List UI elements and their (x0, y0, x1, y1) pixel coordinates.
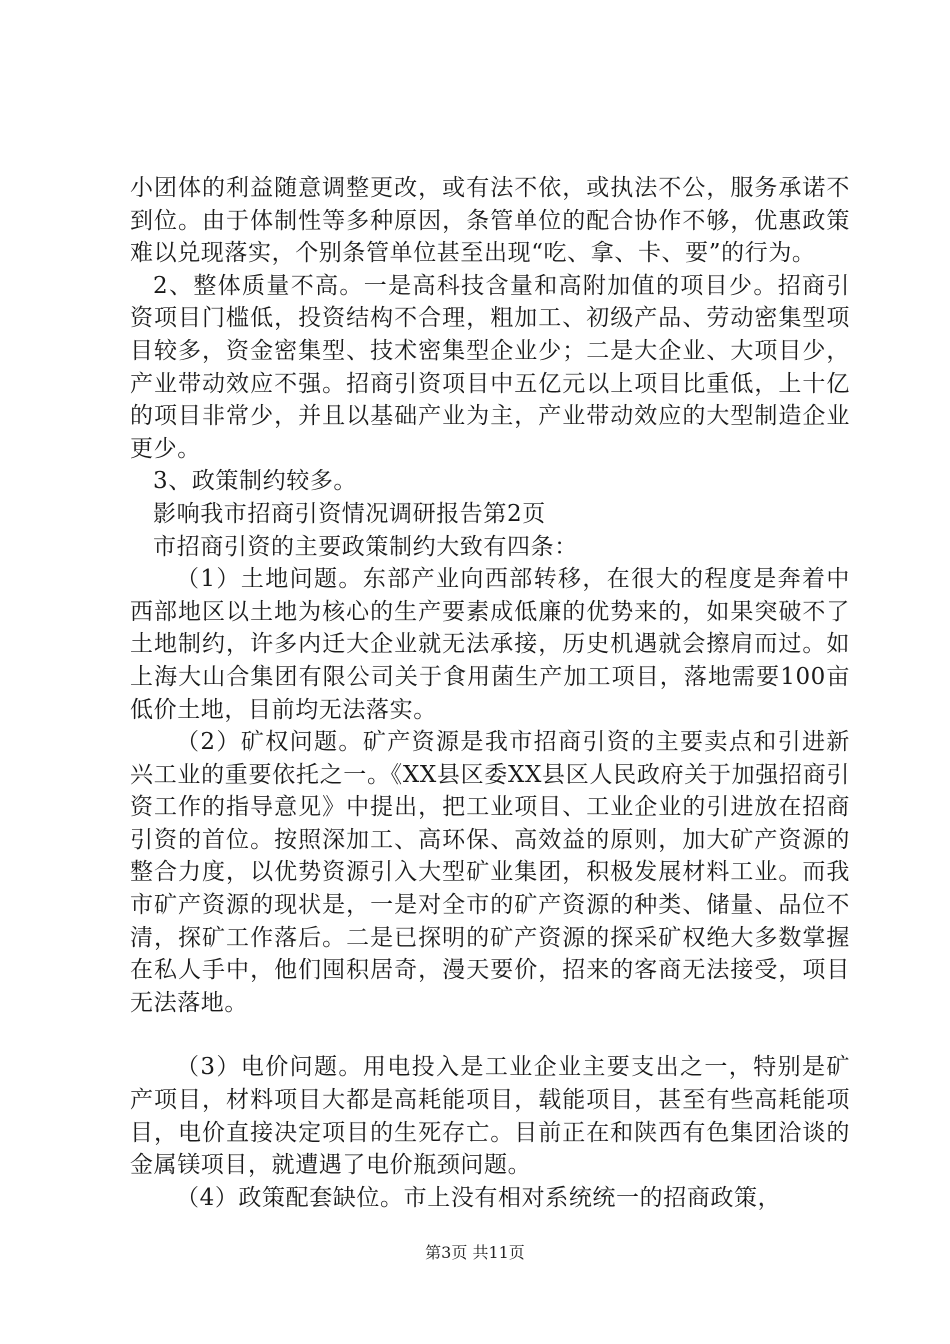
paragraph-overall-quality: 2、整体质量不高。一是高科技含量和高附加值的项目少。招商引资项目门槛低，投资结构不合理，粗加工、初级产品、劳动密集型项目较多，资金密集型、技术密集型企业少；二是大企业、大项目少，产业带动效应不强。招商引资项目中五亿元以上项目比重低，上十亿的项目非常少，并且以基础产业为主，产业带动效应的大型制造企业更少。 (130, 272, 850, 462)
paragraph-land-issue: （1）土地问题。东部产业向西部转移，在很大的程度是奔着中西部地区以土地为核心的生产要素成低廉的优势来的，如果突破不了土地制约，许多内迁大企业就无法承接，历史机遇就会擦肩而过。如上海大山合集团有限公司关于食用菌生产加工项目，落地需要100亩低价土地，目前均无法落实。 (130, 566, 850, 723)
paragraph-policy-intro: 市招商引资的主要政策制约大致有四条： (153, 533, 578, 560)
paragraph-continuation: 小团体的利益随意调整更改，或有法不依，或执法不公，服务承诺不到位。由于体制性等多种原因，条管单位的配合协作不够，优惠政策难以兑现落实，个别条管单位甚至出现“吃、拿、卡、要”的行为。 (130, 175, 850, 267)
paragraph-electricity-price-issue: （3）电价问题。用电投入是工业企业主要支出之一，特别是矿产项目，材料项目大都是高耗能项目，载能项目，甚至有些高耗能项目，电价直接决定项目的生死存亡。目前正在和陕西有色集团洽谈的金属镁项目，就遭遇了电价瓶颈问题。 (130, 1054, 850, 1179)
document-body (130, 172, 850, 1214)
paragraph-report-page-marker: 影响我市招商引资情况调研报告第2页 (153, 500, 546, 527)
paragraph-mining-rights-issue: （2）矿权问题。矿产资源是我市招商引资的主要卖点和引进新兴工业的重要依托之一。《XX县区委XX县区人民政府关于加强招商引资工作的指导意见》中提出，把工业项目、工业企业的引进放在招商引资的首位。按照深加工、高环保、高效益的原则，加大矿产资源的整合力度，以优势资源引入大型矿业集团，积极发展材料工业。而我市矿产资源的现状是，一是对全市的矿产资源的种类、储量、品位不清，探矿工作落后。二是已探明的矿产资源的探采矿权绝大多数掌握在私人手中，他们囤积居奇，漫天要价，招来的客商无法接受，项目无法落地。 (130, 729, 850, 1016)
paragraph-policy-constraints-heading: 3、政策制约较多。 (153, 468, 358, 495)
page-number-footer: 第3页 共11页 (425, 1243, 525, 1262)
paragraph-policy-support-gap: （4）政策配套缺位。市上没有相对系统统一的招商政策， (176, 1184, 782, 1211)
